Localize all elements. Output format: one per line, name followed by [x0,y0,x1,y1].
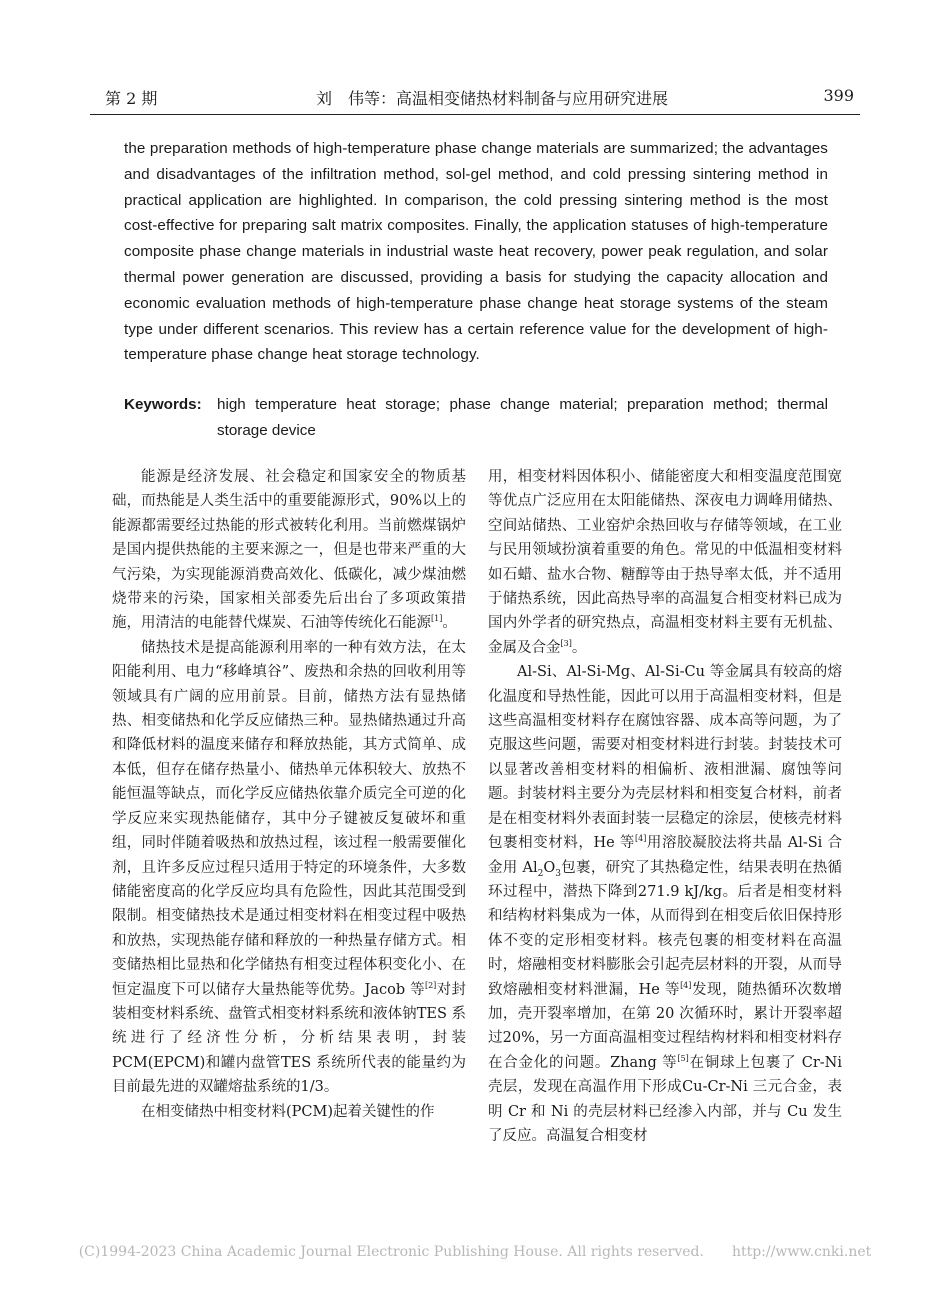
issue-number: 第 2 期 [105,89,158,108]
paragraph: 储热技术是提高能源利用率的一种有效方法，在太阳能利用、电力“移峰填谷”、废热和余热的回收利用等领域具有广阔的应用前景。目前，储热方法有显热储热、相变储热和化学反应储热三种。显热储热通过升高和降低材料的温度来储存和释放热能，其方式简单、成本低，但存在储存热量小、储热单元体积较大、放热不能恒温等缺点，而化学反应储热依靠介质完全可逆的化学反应来实现热能储存，其中分子键被反复破坏和重组，同时伴随着吸热和放热过程，该过程一般需要催化剂，且许多反应过程只适用于特定的环境条件，大多数储能密度高的化学反应均具有危险性，因此其范围受到限制。相变储热技术是通过相变材料在相变过程中吸热和放热，实现热能存储和释放的一种热量存储方式。相变储热相比显热和化学储热有相变过程体积变化小、在恒定温度下可以储存大量热能等优势。Jacob 等[2]对封装相变材料系统、盘管式相变材料系统和液体钠TES 系统进行了经济性分析，分析结果表明，封装PCM(EPCM)和罐内盘管TES 系统所代表的能量约为目前最先进的双罐熔盐系统的1/3。 [112,639,467,1096]
paragraph: 能源是经济发展、社会稳定和国家安全的物质基础，而热能是人类生活中的重要能源形式，90%以上的能源都需要经过热能的形式被转化利用。当前燃煤锅炉是国内提供热能的主要来源之一，但是也带来严重的大气污染，为实现能源消费高效化、低碳化，减少煤油燃烧带来的污染，国家相关部委先后出台了多项政策措施，用清洁的电能替代煤炭、石油等传统化石能源[1]。 [112,469,466,632]
subscript: 2 [537,868,544,879]
citation: [2] [424,980,437,990]
running-title: 刘 伟等：高温相变储热材料制备与应用研究进展 [316,89,669,108]
header-rule [90,114,860,115]
subscript: 3 [555,868,561,879]
page-number: 399 [823,86,854,105]
running-header [90,84,860,114]
citation: [3] [560,639,572,649]
left-column [112,465,466,1124]
citation: [5] [677,1053,689,1063]
keywords-label: Keywords: [124,396,202,413]
copyright-footer: (C)1994-2023 China Academic Journal Electronic Publishing House. All rights reserved. http://www.cnki.net [78,1244,872,1260]
paragraph: 用，相变材料因体积小、储能密度大和相变温度范围宽等优点广泛应用在太阳能储热、深夜电力调峰用储热、空间站储热、工业窑炉余热回收与存储等领域，在工业与民用领域扮演着重要的角色。常见的中低温相变材料如石蜡、盐水合物、糖醇等由于热导率太低，并不适用于储热系统，因此高热导率的高温复合相变材料已成为国内外学者的研究热点，高温相变材料主要有无机盐、金属及合金[3]。 [488,469,842,656]
paragraph: 在相变储热中相变材料(PCM)起着关键性的作 [141,1103,435,1120]
keywords-text: high temperature heat storage; phase change material; preparation method; thermal storage device [217,396,828,439]
citation: [4] [634,834,647,844]
right-column [488,465,842,1148]
citation: [1] [431,614,443,624]
abstract-paragraph: the preparation methods of high-temperature phase change materials are summarized; the advantages and disadvantages of the infiltration method, sol-gel method, and cold pressing sintering method in practical application are highlighted. In comparison, the cold pressing sintering method is the most cost-effective for preparing salt matrix composites. Finally, the application statuses of high-temperature composite phase change materials in industrial waste heat recovery, power peak regulation, and solar thermal power generation are discussed, providing a basis for studying the capacity allocation and economic evaluation methods of high-temperature phase change heat storage systems of the steam type under different scenarios. This review has a certain reference value for the development of high-temperature phase change heat storage technology. [124,140,828,364]
paragraph: Al-Si、Al-Si-Mg、Al-Si-Cu 等金属具有较高的熔化温度和导热性能，因此可以用于高温相变材料，但是这些高温相变材料存在腐蚀容器、成本高等问题，为了克服这些问题，需要对相变材料进行封装。封装技术可以显著改善相变材料的相偏析、液相泄漏、腐蚀等问题。封装材料主要分为壳层材料和相变复合材料，前者是在相变材料外表面封装一层稳定的涂层，使核壳材料包裹相变材料，He 等[4]用溶胶凝胶法将共晶 Al-Si 合金用 $Al_2O_3$包裹，研究了其热稳定性，结果表明在热循环过程中，潜热下降到271.9 kJ/kg。后者是相变材料和结构材料集成为一体，从而得到在相变后依旧保持形体不变的定形相变材料。核壳包裹的相变材料在高温时，熔融相变材料膨胀会引起壳层材料的开裂，从而导致熔融相变材料泄漏，He 等[4]发现，随热循环次数增加，壳开裂率增加，在第 20 次循环时，累计开裂率超过20%，另一方面高温相变过程结构材料和相变材料存在合金化的问题。Zhang 等[5]在铜球上包裹了 Cr-Ni 壳层，发现在高温作用下形成Cu-Cr-Ni 三元合金，表明 Cr 和 Ni 的壳层材料已经渗入内部，并与 Cu 发生了反应。高温复合相变材 [488,664,843,1144]
citation: [4] [680,980,692,990]
